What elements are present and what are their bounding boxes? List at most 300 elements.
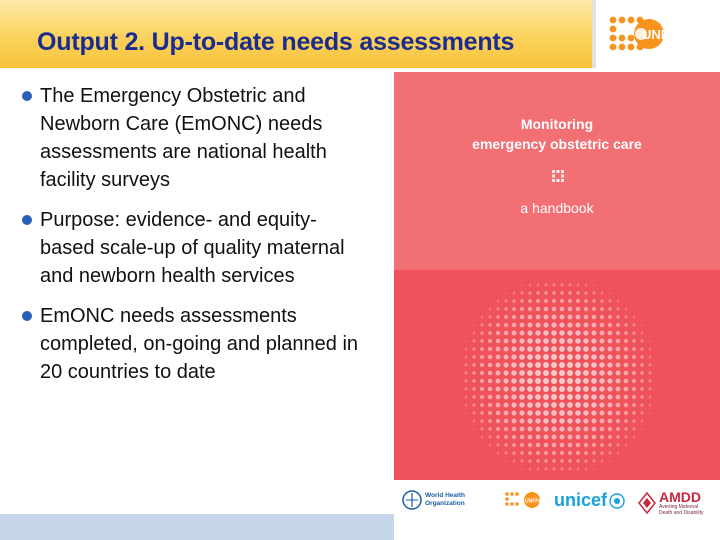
globe-dot [535, 322, 540, 327]
globe-dot [528, 299, 532, 303]
globe-dot [504, 307, 507, 310]
globe-dot [640, 387, 644, 391]
globe-dot [649, 364, 652, 367]
globe-dot [488, 323, 491, 326]
globe-dot [567, 410, 573, 416]
unfpa-logo [605, 14, 717, 58]
globe-dot [567, 330, 572, 335]
globe-dot [527, 410, 532, 415]
globe-dot [591, 402, 596, 407]
unicef-logo [554, 490, 625, 511]
globe-dot [488, 347, 492, 351]
globe-dot [535, 394, 541, 400]
unfpa-small-logo-icon [504, 490, 548, 510]
globe-dot [552, 315, 557, 320]
globe-dot [591, 338, 596, 343]
globe-dot [608, 331, 613, 336]
globe-dot [551, 378, 557, 384]
globe-dot [616, 387, 621, 392]
globe-dot [551, 346, 557, 352]
globe-dot [632, 347, 636, 351]
globe-dot [481, 316, 483, 318]
globe-dot [551, 362, 557, 368]
globe-dot [583, 346, 589, 352]
globe-dot [504, 315, 508, 319]
globe-dot [567, 386, 573, 392]
globe-dot [560, 435, 565, 440]
globe-dot [616, 355, 621, 360]
globe-dot [617, 308, 620, 311]
globe-dot [527, 402, 533, 408]
globe-dot [609, 452, 612, 455]
globe-dot [552, 435, 557, 440]
globe-dot [584, 459, 587, 462]
globe-dot [559, 354, 565, 360]
globe-dot [649, 388, 652, 391]
globe-dot [593, 284, 595, 286]
globe-dot [528, 451, 532, 455]
globe-dot [527, 362, 533, 368]
globe-dot [591, 378, 597, 384]
globe-dot [520, 451, 524, 455]
bullet-text: Purpose: evidence- and equity-based scale-up of quality maternal and newborn health services [40, 209, 345, 287]
globe-dot [592, 307, 596, 311]
globe-dot [489, 436, 492, 439]
globe-dot [584, 451, 588, 455]
globe-dot [649, 372, 652, 375]
globe-dot [625, 316, 628, 319]
globe-dot [591, 394, 597, 400]
globe-dot [608, 443, 611, 446]
globe-dot [576, 291, 579, 294]
globe-dot [616, 331, 620, 335]
globe-dot [519, 410, 524, 415]
bullet-item [22, 82, 362, 194]
globe-dot [568, 459, 572, 463]
globe-dot [591, 354, 597, 360]
globe-dot [519, 402, 524, 407]
globe-dot [624, 331, 628, 335]
globe-dot [575, 354, 581, 360]
globe-dot [567, 338, 573, 344]
globe-dot [561, 284, 564, 287]
globe-dot [535, 330, 540, 335]
globe-dot [465, 412, 467, 414]
globe-dot [527, 386, 533, 392]
globe-dot [496, 411, 501, 416]
globe-dot [535, 378, 541, 384]
globe-dot [641, 340, 644, 343]
globe-dot [472, 379, 476, 383]
globe-dot [519, 330, 524, 335]
globe-dot [544, 443, 549, 448]
globe-dot [575, 426, 580, 431]
globe-dot [583, 378, 589, 384]
globe-dot [551, 322, 556, 327]
globe-dot [465, 364, 468, 367]
globe-dot [511, 410, 516, 415]
globe-dot [527, 370, 533, 376]
globe-dot [496, 331, 500, 335]
globe-dot [535, 346, 541, 352]
globe-dot [529, 468, 531, 470]
globe-dot [641, 332, 643, 334]
globe-dot [583, 386, 589, 392]
globe-dot [512, 419, 517, 424]
globe-dot [599, 354, 604, 359]
globe-dot [480, 387, 484, 391]
globe-dot [529, 284, 531, 286]
globe-dot [592, 451, 596, 455]
globe-dot [575, 338, 581, 344]
globe-dot [543, 394, 549, 400]
globe-dot [624, 403, 628, 407]
globe-dot [544, 299, 548, 303]
globe-dot [559, 362, 565, 368]
globe-dot [608, 323, 612, 327]
globe-dot [559, 418, 564, 423]
globe-dot [544, 459, 548, 463]
globe-dot [560, 443, 565, 448]
globe-dot [567, 378, 573, 384]
globe-dot [543, 322, 548, 327]
globe-dot [560, 459, 564, 463]
globe-dot [617, 452, 619, 454]
globe-dot [608, 435, 612, 439]
globe-dot [473, 324, 475, 326]
globe-dot [560, 299, 564, 303]
globe-dot [640, 371, 644, 375]
globe-dot [505, 292, 507, 294]
globe-dot [632, 331, 635, 334]
globe-dot [503, 362, 508, 367]
globe-dot [535, 370, 541, 376]
globe-dot [519, 370, 525, 376]
globe-dot [543, 426, 548, 431]
globe-dot [472, 347, 475, 350]
globe-dot [616, 347, 621, 352]
amdd-subtitle-line2: Death and Disability [659, 510, 704, 516]
globe-dot [607, 394, 612, 399]
who-name-line2: Organization [425, 500, 465, 507]
globe-dot [624, 419, 628, 423]
handbook-cover-image [394, 72, 720, 540]
globe-dot [480, 395, 484, 399]
globe-dot [600, 435, 604, 439]
globe-dot [535, 338, 541, 344]
globe-dot [593, 292, 596, 295]
globe-dot [528, 315, 533, 320]
globe-dot [552, 307, 557, 312]
globe-dot [649, 356, 652, 359]
globe-dot [480, 403, 484, 407]
globe-dot [559, 394, 565, 400]
globe-dot [489, 316, 492, 319]
globe-dot [504, 323, 508, 327]
globe-dot [527, 354, 533, 360]
globe-dot [465, 388, 468, 391]
globe-dot [624, 427, 627, 430]
globe-dot [575, 410, 581, 416]
globe-dot [632, 403, 636, 407]
globe-dot [583, 418, 588, 423]
globe-dot [511, 346, 516, 351]
globe-dot [551, 338, 557, 344]
globe-dot [624, 323, 627, 326]
globe-dot [519, 346, 524, 351]
globe-dot [567, 394, 573, 400]
globe-dot [591, 410, 596, 415]
globe-dot [640, 379, 644, 383]
globe-dot [496, 387, 501, 392]
globe-dot [649, 396, 652, 399]
who-name-line1: World Health [425, 492, 465, 499]
unfpa-small-logo [504, 490, 548, 510]
globe-dot [592, 323, 597, 328]
globe-dot [505, 460, 507, 462]
globe-dot [519, 378, 525, 384]
globe-dot [560, 451, 564, 455]
globe-dot [543, 386, 549, 392]
globe-dot [488, 331, 492, 335]
globe-dot [465, 348, 467, 350]
bullet-item [22, 302, 362, 386]
globe-dot [480, 347, 484, 351]
globe-dot [640, 355, 643, 358]
globe-dot [505, 452, 508, 455]
globe-dot [616, 403, 621, 408]
globe-dot [616, 315, 620, 319]
globe-dot [512, 323, 517, 328]
globe-dot [583, 410, 588, 415]
globe-dot [592, 299, 596, 303]
globe-dot [512, 451, 515, 454]
globe-dot [536, 299, 540, 303]
globe-dot [640, 347, 643, 350]
globe-dot [600, 331, 605, 336]
globe-dot [497, 452, 499, 454]
globe-dot [624, 371, 629, 376]
globe-dot [521, 292, 524, 295]
globe-dot [488, 403, 492, 407]
globe-dot [496, 435, 500, 439]
globe-dot [527, 346, 533, 352]
bullet-text: EmONC needs assessments completed, on-going and planned in 20 countries to date [40, 305, 359, 383]
globe-dot [585, 284, 587, 286]
globe-dot [552, 291, 556, 295]
globe-dot [504, 347, 509, 352]
globe-dot [552, 459, 556, 463]
globe-dot [609, 460, 611, 462]
globe-dot [649, 404, 651, 406]
globe-dot [600, 307, 604, 311]
slide-title: Output 2. Up-to-date needs assessments [37, 28, 515, 56]
globe-dot [512, 315, 516, 319]
globe-dot [567, 370, 573, 376]
globe-dot [519, 386, 525, 392]
globe-dot [592, 315, 597, 320]
globe-dot [559, 410, 565, 416]
who-emblem-icon [402, 490, 422, 510]
globe-dot [632, 387, 636, 391]
globe-dot [544, 435, 549, 440]
globe-dot [504, 339, 509, 344]
globe-dot [617, 444, 620, 447]
bullet-item [22, 206, 362, 290]
globe-dot [591, 362, 597, 368]
globe-dot [576, 443, 580, 447]
globe-dot [559, 322, 564, 327]
globe-dot [543, 330, 548, 335]
globe-dot [609, 292, 611, 294]
globe-dot [576, 459, 579, 462]
globe-dot [536, 291, 539, 294]
globe-dot [583, 362, 589, 368]
globe-dot [559, 346, 565, 352]
globe-dot [519, 338, 524, 343]
globe-dot [576, 307, 580, 311]
globe-dot [544, 291, 548, 295]
unfpa-small-logo-text: UNFPA [525, 498, 542, 505]
globe-dot [633, 316, 635, 318]
globe-dot [519, 394, 525, 400]
globe-dot [600, 427, 605, 432]
globe-dot [599, 402, 604, 407]
globe-dot [625, 444, 627, 446]
globe-dot [591, 346, 596, 351]
globe-dot [649, 412, 651, 414]
globe-dot [520, 323, 525, 328]
globe-dot [551, 394, 557, 400]
bullet-list [22, 82, 362, 398]
globe-dot [599, 346, 604, 351]
globe-dot [607, 386, 612, 391]
globe-dot [543, 346, 549, 352]
globe-dot [552, 443, 557, 448]
globe-dot [600, 299, 603, 302]
globe-dot [591, 370, 597, 376]
globe-dot [489, 444, 491, 446]
globe-dot [640, 363, 644, 367]
globe-dot [624, 387, 629, 392]
globe-dot [575, 378, 581, 384]
globe-dot [503, 370, 508, 375]
who-logo [402, 490, 465, 510]
globe-dot [551, 418, 556, 423]
globe-dot [488, 379, 493, 384]
globe-dot [472, 355, 475, 358]
globe-dot [511, 386, 516, 391]
globe-dot [545, 468, 548, 471]
globe-dot [511, 338, 516, 343]
globe-dot [496, 315, 500, 319]
globe-dot [608, 307, 611, 310]
globe-dot [561, 468, 564, 471]
globe-dot [559, 330, 564, 335]
globe-dot [559, 426, 564, 431]
title-banner-edge [592, 0, 596, 68]
globe-dot [632, 355, 636, 359]
globe-dot [583, 402, 589, 408]
globe-dot [624, 355, 628, 359]
globe-dot [601, 292, 603, 294]
globe-dot [607, 362, 612, 367]
globe-dot [608, 427, 612, 431]
globe-dot [496, 403, 501, 408]
globe-dot [488, 363, 493, 368]
globe-dot [520, 315, 525, 320]
globe-dot [473, 420, 475, 422]
globe-dot [600, 323, 605, 328]
globe-dot [624, 347, 628, 351]
globe-dot [536, 315, 541, 320]
globe-dot [519, 362, 525, 368]
globe-dot [568, 291, 572, 295]
globe-dot [576, 299, 580, 303]
globe-dot [480, 419, 483, 422]
globe-dot [551, 370, 557, 376]
globe-dot [511, 370, 516, 375]
globe-dot [560, 307, 565, 312]
globe-dot [576, 435, 581, 440]
globe-dot [465, 356, 468, 359]
cover-ornament-icon [552, 170, 564, 182]
globe-dot [465, 372, 468, 375]
globe-dot [575, 402, 581, 408]
globe-dot [535, 410, 541, 416]
globe-dot [559, 378, 565, 384]
globe-dot [512, 307, 516, 311]
globe-dot [519, 418, 524, 423]
globe-dot [584, 323, 589, 328]
globe-dot [599, 410, 604, 415]
globe-dot [616, 323, 620, 327]
globe-dot [641, 428, 643, 430]
globe-dot [552, 299, 556, 303]
globe-dot [584, 427, 589, 432]
globe-dot [527, 330, 532, 335]
globe-dot [633, 324, 636, 327]
globe-dot [575, 370, 581, 376]
globe-dot [567, 426, 572, 431]
globe-dot [496, 363, 501, 368]
globe-dot [543, 402, 549, 408]
globe-dot [584, 291, 587, 294]
globe-dot [632, 411, 636, 415]
globe-dot [543, 362, 549, 368]
globe-dot [560, 315, 565, 320]
globe-dot [584, 435, 589, 440]
globe-dot [608, 403, 613, 408]
globe-dot [567, 402, 573, 408]
globe-dot [633, 428, 636, 431]
globe-dot [577, 468, 580, 471]
globe-dot [504, 435, 508, 439]
globe-dot [649, 380, 652, 383]
globe-dot [575, 346, 581, 352]
globe-dot [575, 394, 581, 400]
globe-dot [520, 307, 524, 311]
globe-dot [575, 386, 581, 392]
globe-dot [632, 379, 636, 383]
globe-dot [480, 371, 484, 375]
globe-dot [488, 419, 492, 423]
globe-dot [608, 411, 613, 416]
globe-dot [503, 386, 508, 391]
globe-dot [632, 371, 636, 375]
globe-dot [536, 307, 540, 311]
globe-dot [480, 363, 484, 367]
